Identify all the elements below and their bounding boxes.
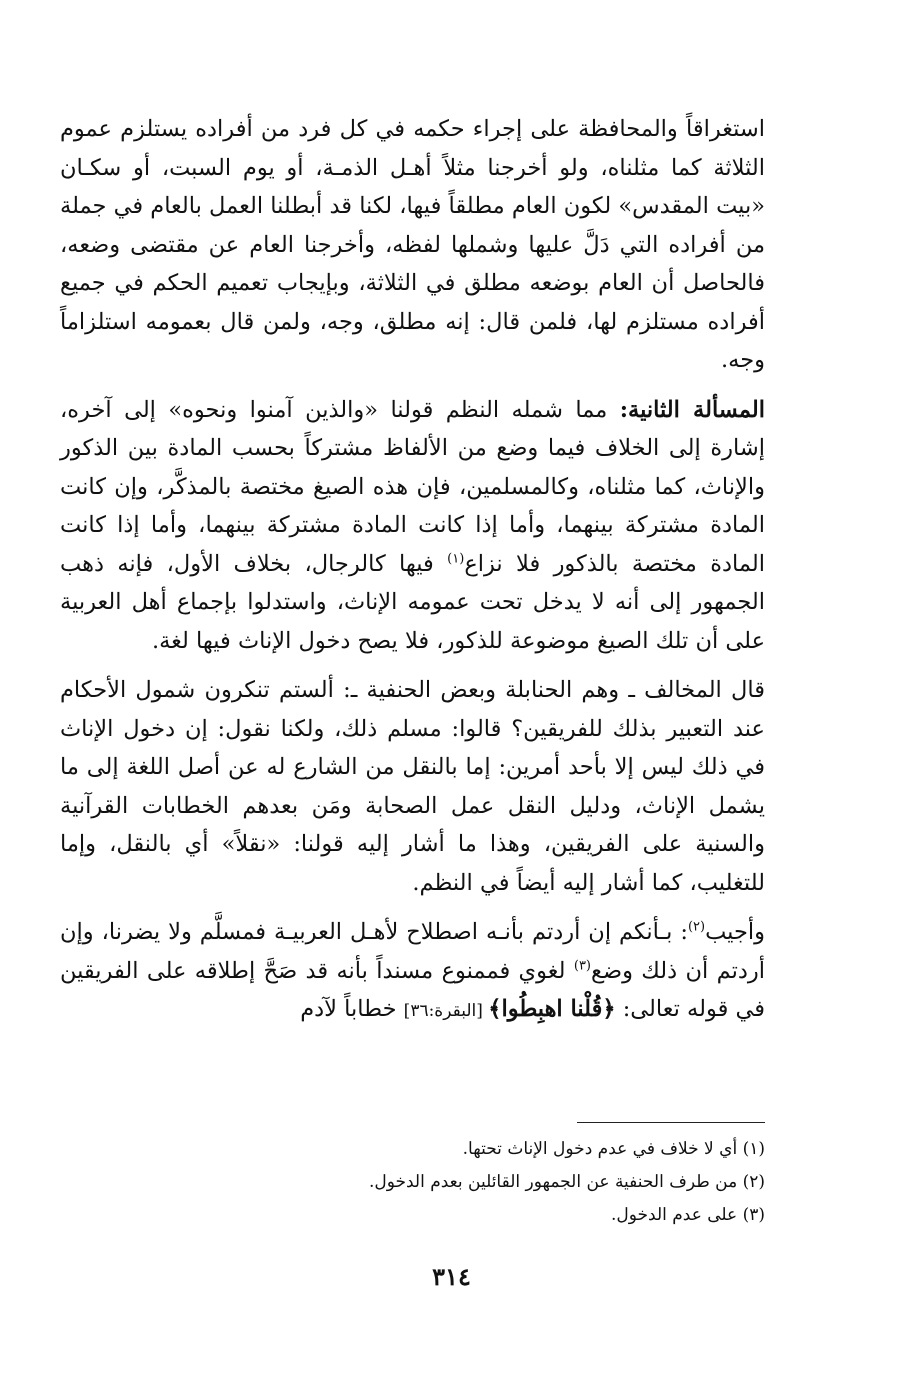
page-number: ٣١٤	[432, 1262, 471, 1291]
paragraph-2-text-a: مما شمله النظم قولنا «والذين آمنوا ونحوه» إلى آخره، إشارة إلى الخلاف فيما وضع من الألفاظ مشتركاً بحسب المادة بين الذكور والإناث، كما مثلناه، وكالمسلمين، فإن هذه الصيغ مختصة بالمذكَّر، وإن كانت المادة مشتركة بينهما، وأما إذا كانت المادة مشتركة بينهما، وأما إذا كانت المادة مختصة بالذكور فلا نزاع	[60, 396, 765, 577]
quran-quote: ﴿قُلْنا اهبِطُوا﴾	[488, 996, 616, 1022]
footnote-ref-1: (١)	[447, 551, 465, 566]
paragraph-4	[60, 913, 765, 1031]
footnote-1: (١) أي لا خلاف في عدم دخول الإناث تحتها.	[462, 1139, 765, 1159]
paragraph-4-text-b: : بـأنكم إن أردتم بأنـه اصطلاح لأهـل العربيـة فمسلَّم ولا يضرنا، وإن أردتم أن ذلك وضع	[60, 919, 765, 984]
quran-citation: [البقرة:٣٦]	[403, 1001, 489, 1021]
footnotes	[300, 1133, 765, 1232]
main-text	[60, 110, 765, 1042]
footnote-ref-3: (٣)	[573, 958, 591, 973]
paragraph-3: قال المخالف ـ وهم الحنابلة وبعض الحنفية ـ: ألستم تنكرون شمول الأحكام عند التعبير بذلك للفريقين؟ قالوا: مسلم ذلك، ولكنا نقول: إن دخول الإناث في ذلك ليس إلا بأحد أمرين: إما بالنقل من الشارع له عن أصل اللغة إلى ما يشمل الإناث، ودليل النقل عمل الصحابة ومَن بعدهم الخطابات القرآنية والسنية على الفريقين، وهذا ما أشار إليه قولنا: «نقلاً» أي بالنقل، وإما للتغليب، كما أشار إليه أيضاً في النظم.	[60, 677, 765, 896]
footnote-2: (٢) من طرف الحنفية عن الجمهور القائلين بعدم الدخول.	[368, 1172, 765, 1192]
paragraph-2-text-b: فيها كالرجال، بخلاف الأول، فإنه ذهب الجمهور إلى أنه لا يدخل تحت عمومه الإناث، واستدلوا بإجماع أهل العربية على أن تلك الصيغ موضوعة للذكور، فلا يصح دخول الإناث فيها لغة.	[60, 550, 765, 654]
paragraph-4-text-c: لغوي فممنوع مسنداً بأنه قد صَحَّ إطلاقه على الفريقين في قوله تعالى:	[60, 957, 765, 1022]
issue-heading: المسألة الثانية:	[619, 396, 765, 423]
footnote-separator	[577, 1122, 765, 1123]
footnote-3: (٣) على عدم الدخول.	[610, 1205, 765, 1225]
paragraph-1: استغراقاً والمحافظة على إجراء حكمه في كل فرد من أفراده يستلزم عموم الثلاثة كما مثلناه، ولو أخرجنا مثلاً أهـل الذمـة، أو يوم السبت، أو سكـان «بيت المقدس» لكون العام مطلقاً فيها، لكنا قد أبطلنا العمل بالعام في جملة من أفراده التي دَلَّ عليها وشملها لفظه، وأخرجنا العام عن مقتضى وضعه، فالحاصل أن العام بوضعه مطلق في الثلاثة، وبإيجاب تعميم الحكم في جميع أفراده مستلزم لها، فلمن قال: إنه مطلق، وجه، ولمن قال بعمومه استلزاماً وجه.	[60, 116, 765, 373]
paragraph-4-text-d: خطاباً لآدم	[300, 996, 404, 1022]
paragraph-4-text-a: وأجيب	[705, 919, 765, 945]
footnote-ref-2: (٢)	[687, 919, 706, 935]
paragraph-2	[60, 391, 765, 661]
